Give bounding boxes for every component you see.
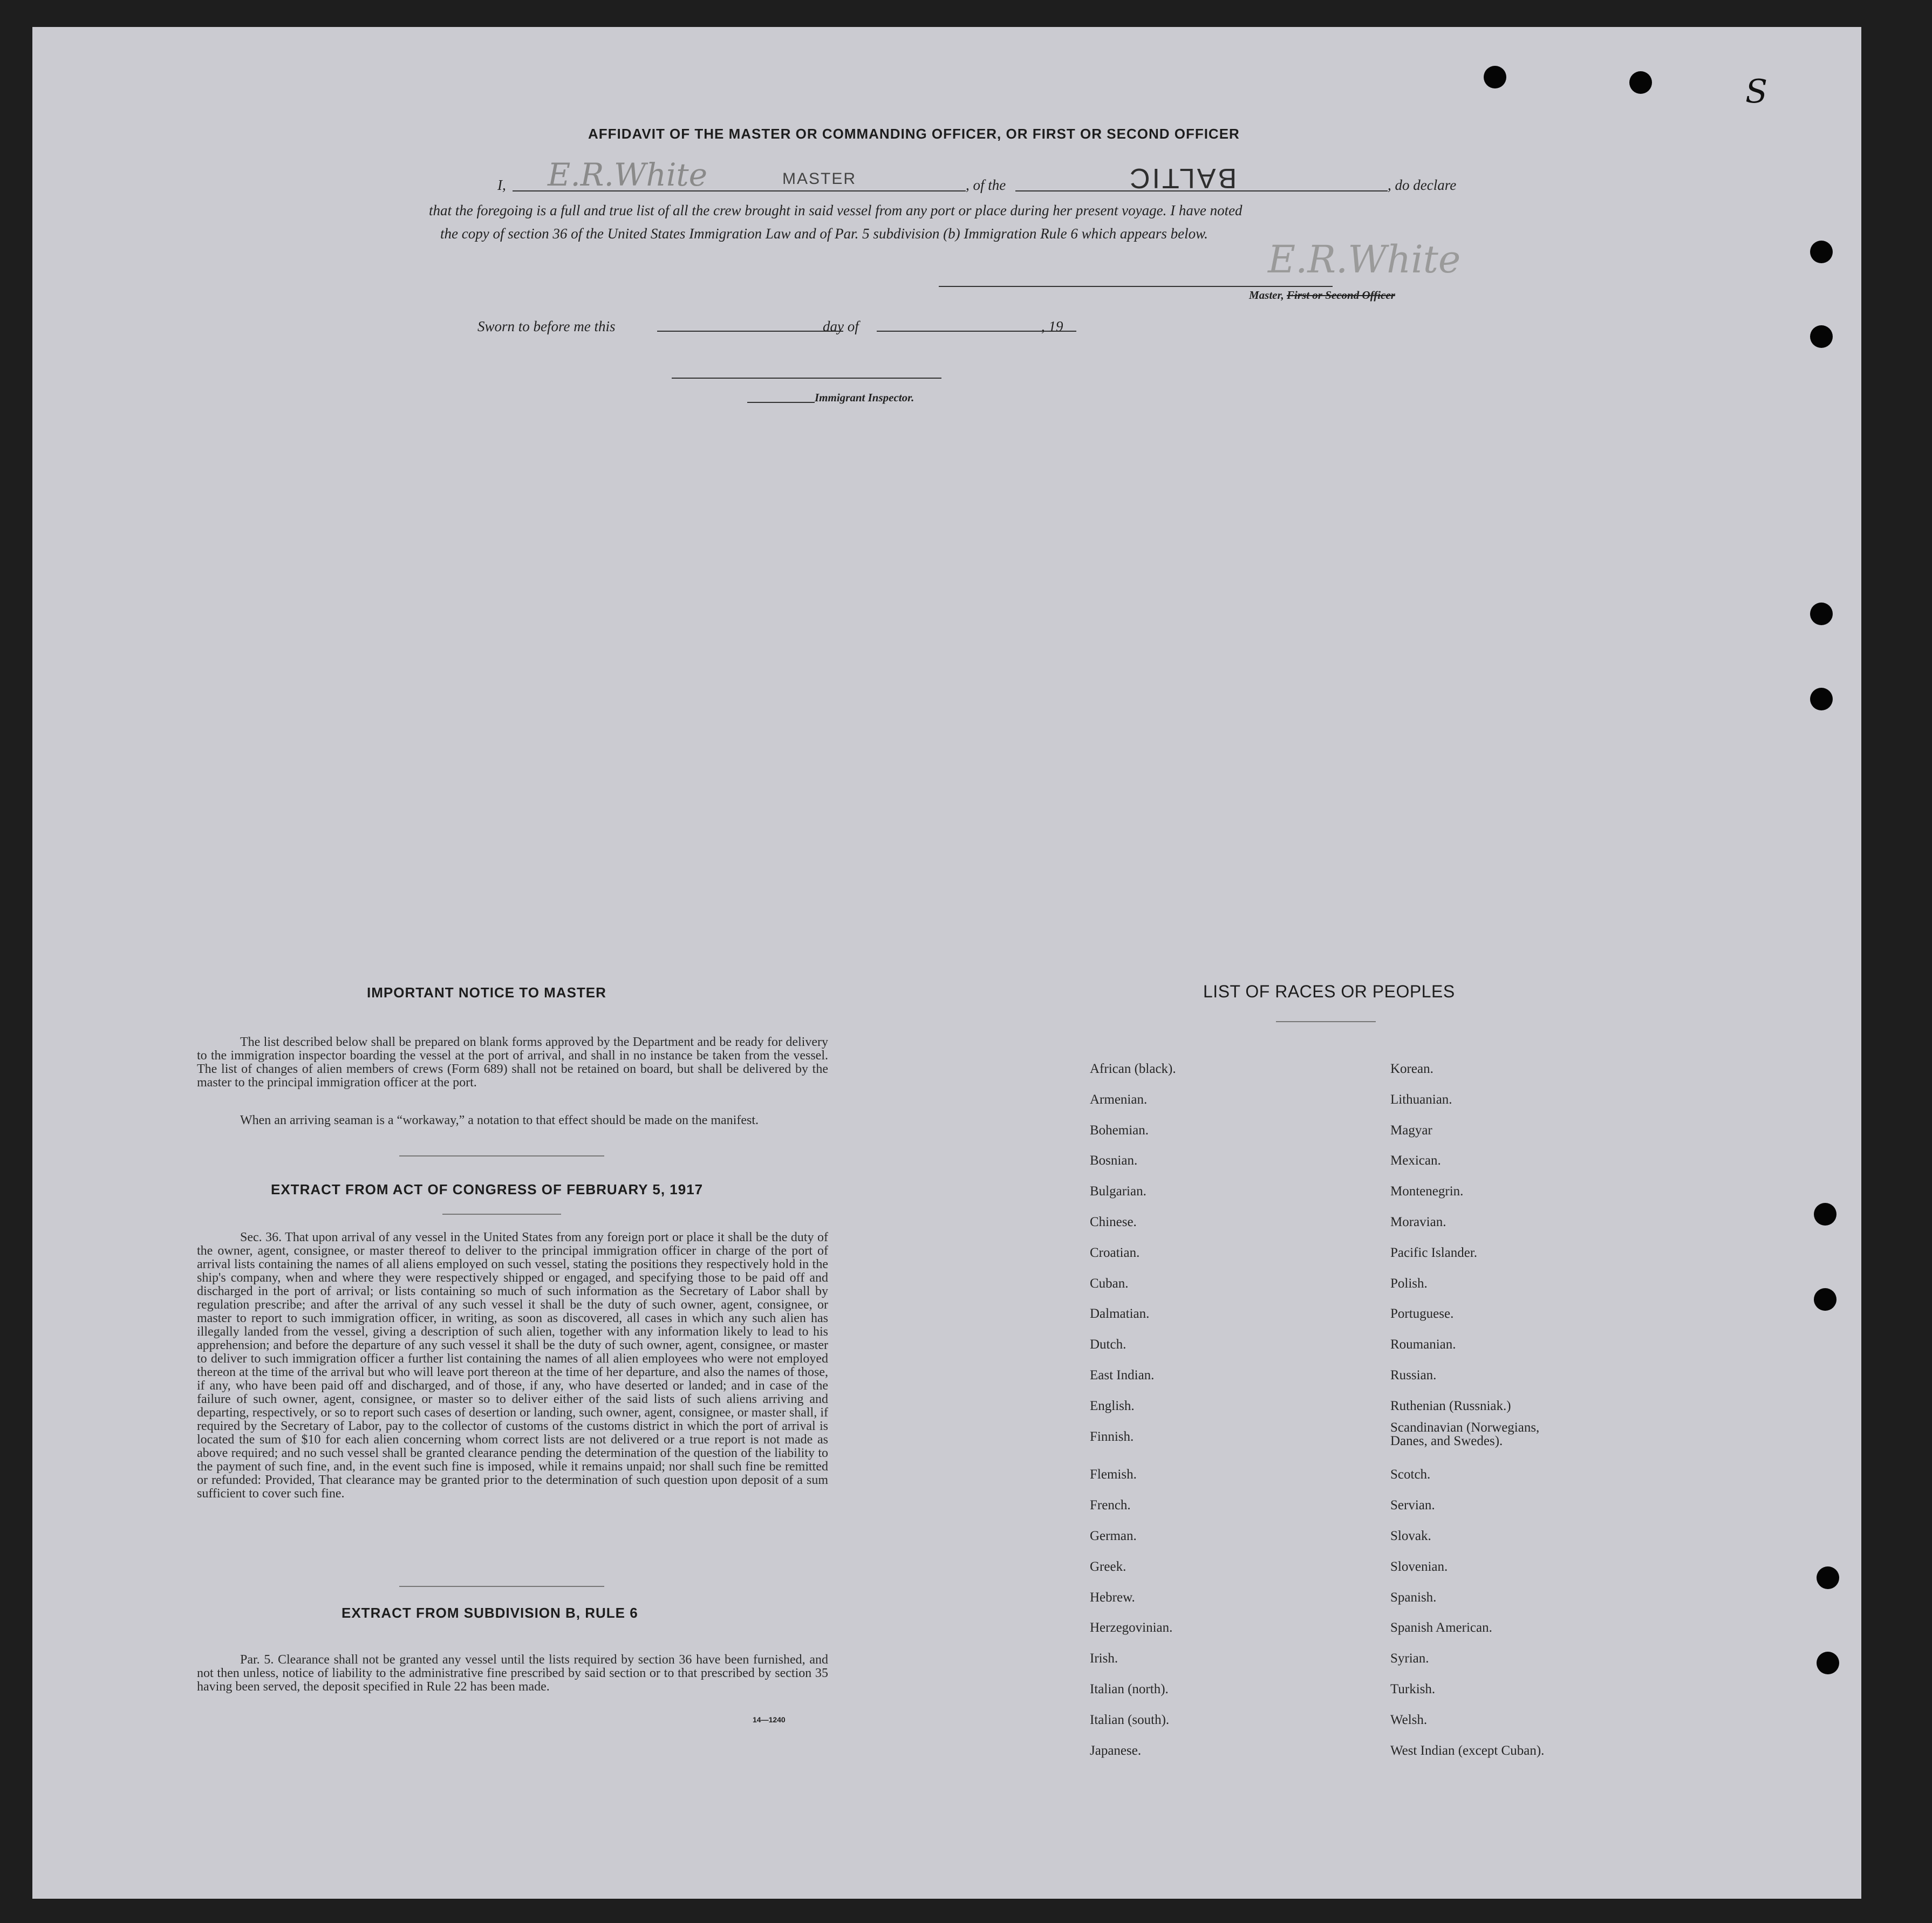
binder-hole bbox=[1810, 241, 1833, 263]
race-item: Italian (north). bbox=[1090, 1682, 1169, 1696]
race-item: Lithuanian. bbox=[1390, 1092, 1452, 1107]
binder-hole bbox=[1817, 1652, 1839, 1674]
race-item: Italian (south). bbox=[1090, 1712, 1170, 1727]
race-item: Flemish. bbox=[1090, 1467, 1137, 1482]
race-item: Cuban. bbox=[1090, 1276, 1129, 1291]
binder-hole bbox=[1814, 1203, 1837, 1226]
binder-hole bbox=[1817, 1566, 1839, 1589]
vessel-name-stamp: BALTIC bbox=[1128, 162, 1237, 194]
race-item: Montenegrin. bbox=[1390, 1184, 1464, 1199]
signature-line bbox=[939, 286, 1333, 287]
race-item: Scotch. bbox=[1390, 1467, 1431, 1482]
sworn-label: Sworn to before me this bbox=[477, 318, 616, 334]
race-item: Welsh. bbox=[1390, 1712, 1428, 1727]
inspector-short-line bbox=[747, 402, 815, 403]
race-item: Armenian. bbox=[1090, 1092, 1148, 1107]
extract-act-title: EXTRACT FROM ACT OF CONGRESS OF FEBRUARY 5, 1917 bbox=[271, 1181, 704, 1197]
affidavit-line-2: that the foregoing is a full and true list of all the crew brought in said vessel from any port or place during her present voyage. I have noted bbox=[429, 202, 1243, 218]
notice-divider-3 bbox=[399, 1586, 604, 1587]
sworn-day-line bbox=[657, 331, 843, 332]
race-item: African (black). bbox=[1090, 1062, 1176, 1076]
year-prefix: , 19 bbox=[1041, 318, 1063, 334]
signature-caption-struck: First or Second Officer bbox=[1287, 289, 1395, 302]
race-item: Slovenian. bbox=[1390, 1559, 1448, 1574]
extract-rule-text: Par. 5. Clearance shall not be granted any vessel until the lists required by section 36 have been furnished, and not then unless, notice of liability to the administrative fine prescribed by said section or to that prescribed by section 35 having been served, the deposit specified in Rule 22 has been made. bbox=[197, 1653, 828, 1694]
race-item: Herzegovinian. bbox=[1090, 1620, 1173, 1635]
race-item: Croatian. bbox=[1090, 1245, 1140, 1260]
race-item: Bohemian. bbox=[1090, 1123, 1149, 1138]
form-number: 14—1240 bbox=[753, 1715, 786, 1724]
notice-title: IMPORTANT NOTICE TO MASTER bbox=[367, 984, 606, 1001]
document-page bbox=[32, 27, 1861, 1899]
race-item: Scandinavian (Norwegians, Danes, and Swedes). bbox=[1390, 1420, 1540, 1448]
extract-act-text: Sec. 36. That upon arrival of any vessel in the United States from any foreign port or place it shall be the duty of the owner, agent, consignee, or master thereof to deliver to the principal immigration officer in charge of the port of arrival lists containing the names of all aliens employed on such vessel, stating the positions they respectively hold in the ship's company, when and where they were respectively shipped or engaged, and specifying those to be paid off and discharged in the port of arrival; or lists containing so much of such information as the Secretary of Labor shall by regulation prescribe; and after the arrival of any such vessel it shall be the duty of such owner, agent, consignee, or master to report to such immigration officer, in writing, as soon as discovered, all cases in which any such alien has illegally landed from the vessel, giving a description of such alien, together with any information likely to lead to his apprehension; and before the departure of any such vessel it shall be the duty of such owner, agent, consignee, or master to deliver to such immigration officer a further list containing the names of all alien employees who were not employed thereon at the time of the arrival but who will leave port thereon at the time of her departure, and also the names of those, if any, who have been paid off and discharged, and of those, if any, who have deserted or landed; and in case of the failure of such owner, agent, consignee, or master so to deliver either of the said lists of such aliens arriving and departing, respectively, or so to report such cases of desertion or landing, such owner, agent, consignee, or master shall, if required by the Secretary of Labor, pay to the collector of customs of the customs district in which the port of arrival is located the sum of $10 for each alien concerning whom correct lists are not delivered or a true report is not made as above required; and no such vessel shall be granted clearance pending the determination of the question of the liability to the payment of such fine, and, in the event such fine is imposed, while it remains unpaid; nor shall such fine be remitted or refunded: Provided, That clearance may be granted prior to the determination of such question upon deposit of a sum sufficient to cover such fine. bbox=[197, 1230, 828, 1501]
race-item: Bosnian. bbox=[1090, 1153, 1138, 1168]
race-item: Korean. bbox=[1390, 1062, 1433, 1076]
race-item: Slovak. bbox=[1390, 1529, 1431, 1543]
race-item: Portuguese. bbox=[1390, 1306, 1454, 1322]
binder-hole bbox=[1814, 1288, 1837, 1311]
race-item: French. bbox=[1090, 1498, 1131, 1513]
notice-divider-2 bbox=[442, 1214, 561, 1215]
race-item: Syrian. bbox=[1390, 1651, 1429, 1666]
race-item: Magyar bbox=[1390, 1123, 1432, 1138]
rank-stamp: MASTER bbox=[782, 170, 857, 188]
master-name-handwriting: E.R.White bbox=[548, 156, 708, 193]
do-declare-label: , do declare bbox=[1388, 177, 1457, 193]
race-item: Dutch. bbox=[1090, 1337, 1127, 1352]
inspector-caption: Immigrant Inspector. bbox=[815, 391, 914, 404]
race-item: Roumanian. bbox=[1390, 1337, 1456, 1352]
signature-caption bbox=[1249, 289, 1395, 302]
race-item: West Indian (except Cuban). bbox=[1390, 1743, 1545, 1758]
race-item: Finnish. bbox=[1090, 1429, 1134, 1444]
binder-hole bbox=[1810, 325, 1833, 348]
signature-caption-master: Master, bbox=[1249, 289, 1284, 302]
race-item: Greek. bbox=[1090, 1559, 1127, 1574]
of-the-label: , of the bbox=[966, 177, 1006, 193]
race-item: Japanese. bbox=[1090, 1743, 1142, 1758]
race-item: German. bbox=[1090, 1529, 1137, 1543]
race-item: English. bbox=[1090, 1398, 1135, 1413]
affidavit-i-label: I, bbox=[497, 177, 506, 193]
race-item: Bulgarian. bbox=[1090, 1184, 1146, 1199]
race-item: Dalmatian. bbox=[1090, 1306, 1150, 1322]
race-item: Pacific Islander. bbox=[1390, 1245, 1478, 1260]
notice-divider-1 bbox=[399, 1155, 604, 1156]
race-item: Polish. bbox=[1390, 1276, 1428, 1291]
binder-hole bbox=[1484, 66, 1506, 88]
day-of-label: day of bbox=[823, 318, 859, 334]
race-item: Hebrew. bbox=[1090, 1590, 1135, 1605]
race-item: Chinese. bbox=[1090, 1215, 1137, 1229]
race-item: Russian. bbox=[1390, 1368, 1437, 1383]
race-item: Ruthenian (Russniak.) bbox=[1390, 1398, 1511, 1413]
binder-hole bbox=[1629, 71, 1652, 94]
binder-hole bbox=[1810, 688, 1833, 710]
race-item: Spanish American. bbox=[1390, 1620, 1492, 1635]
race-item: Spanish. bbox=[1390, 1590, 1437, 1605]
race-item: East Indian. bbox=[1090, 1368, 1155, 1383]
race-item: Mexican. bbox=[1390, 1153, 1441, 1168]
inspector-signature-line bbox=[672, 378, 941, 379]
notice-paragraph-2: When an arriving seaman is a “workaway,” a notation to that effect should be made on the manifest. bbox=[240, 1113, 759, 1127]
races-title-divider bbox=[1276, 1021, 1376, 1022]
races-title: LIST OF RACES OR PEOPLES bbox=[1203, 982, 1455, 1001]
extract-rule-title: EXTRACT FROM SUBDIVISION B, RULE 6 bbox=[342, 1605, 638, 1621]
race-item: Turkish. bbox=[1390, 1682, 1436, 1696]
race-item: Irish. bbox=[1090, 1651, 1118, 1666]
race-item: Moravian. bbox=[1390, 1215, 1446, 1229]
notice-paragraph-1: The list described below shall be prepared on blank forms approved by the Department and be ready for delivery to the immigration inspector boarding the vessel at the port of arrival, and shall in no instance be taken from the vessel. The list of changes of alien members of crews (Form 689) shall not be retained on board, but shall be delivered by the master to the principal immigration officer at the port. bbox=[197, 1035, 828, 1090]
corner-page-mark: S bbox=[1745, 73, 1768, 111]
binder-hole bbox=[1810, 603, 1833, 625]
affidavit-line-3: the copy of section 36 of the United States Immigration Law and of Par. 5 subdivision (b) Immigration Rule 6 which appears below. bbox=[440, 225, 1208, 242]
race-item: Servian. bbox=[1390, 1498, 1435, 1513]
affidavit-title: AFFIDAVIT OF THE MASTER OR COMMANDING OFFICER, OR FIRST OR SECOND OFFICER bbox=[588, 126, 1240, 142]
master-signature-handwriting: E.R.White bbox=[1268, 237, 1461, 282]
